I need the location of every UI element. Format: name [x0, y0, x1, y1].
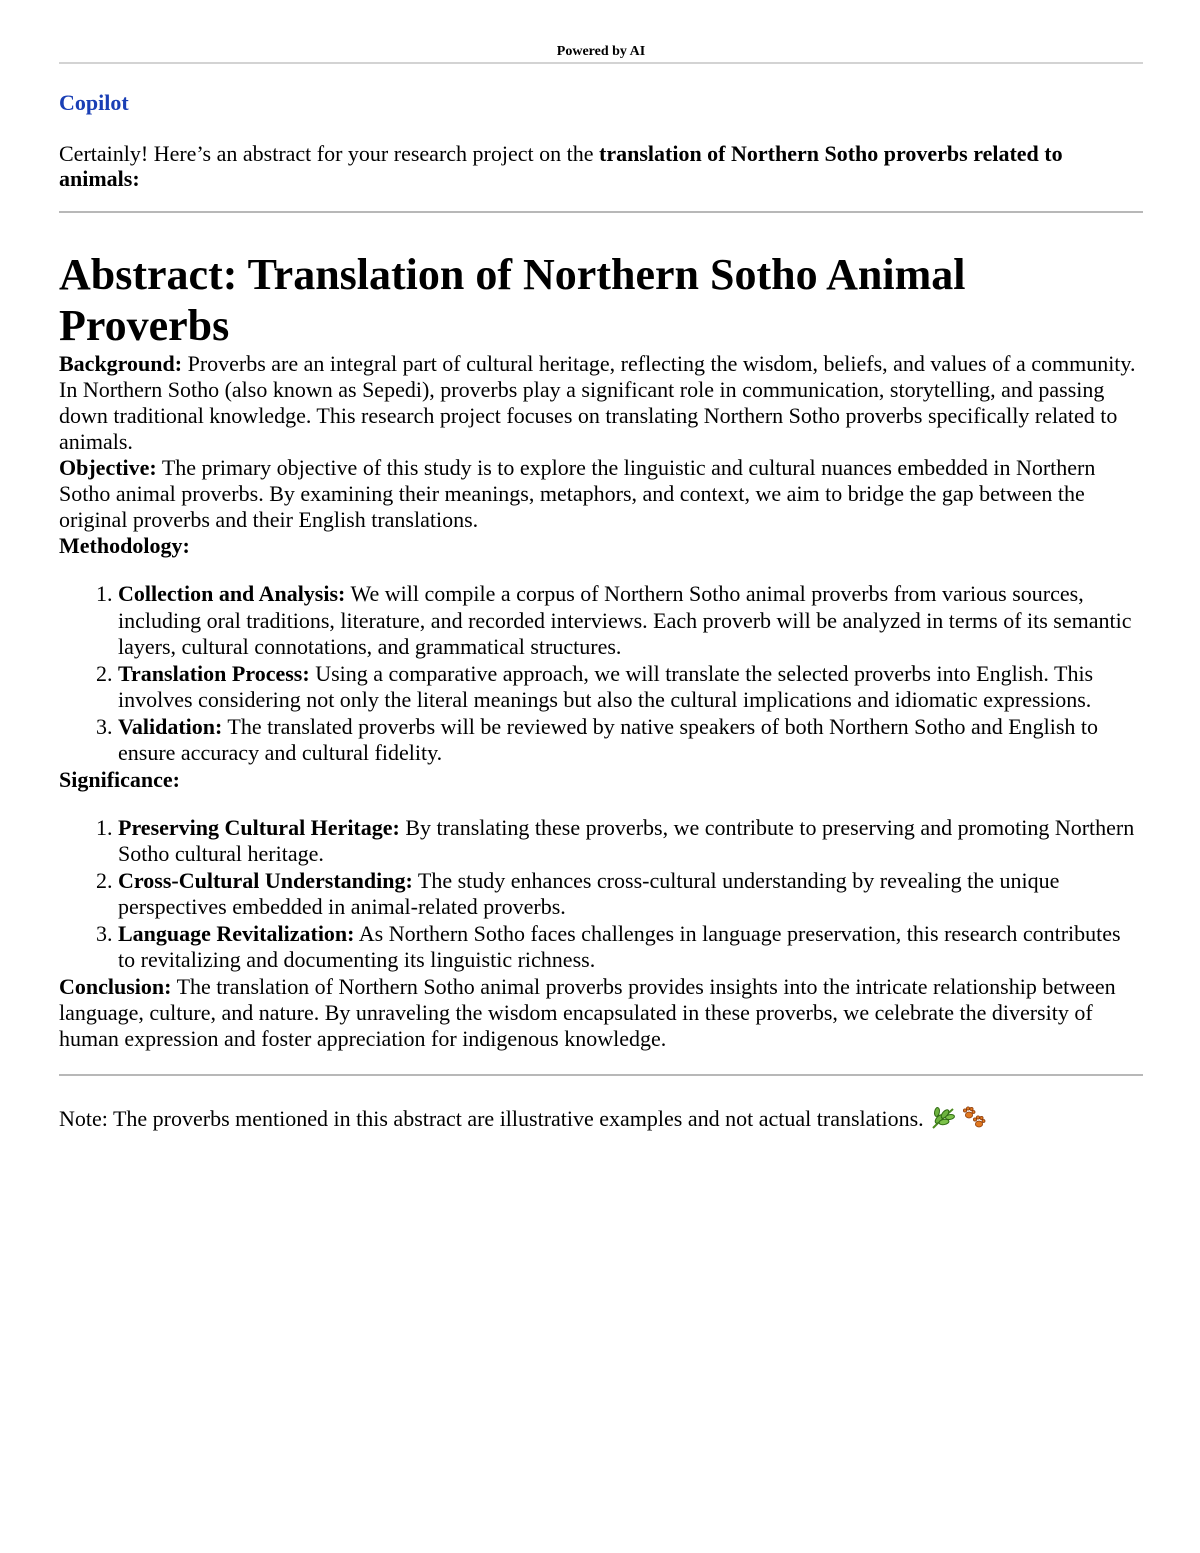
list-item [118, 921, 1143, 974]
background-paragraph [59, 351, 1143, 455]
intro-suffix: : [132, 166, 140, 191]
conclusion-text: The translation of Northern Sotho animal proverbs provides insights into the intricate relationship between language, culture, and nature. By unraveling the wisdom encapsulated in these proverbs, we celebrate the diversity of human expression and foster appreciation for indigenous knowledge. [59, 973, 1116, 1051]
methodology-heading: Methodology: [59, 533, 190, 558]
list-item [118, 815, 1143, 868]
intro-topic: translation of Northern Sotho proverbs related to animals [59, 141, 1063, 191]
powered-by-header: Powered by AI [556, 44, 646, 59]
intro-paragraph [59, 141, 1143, 191]
note-text: Note: The proverbs mentioned in this abstract are illustrative examples and not actual translations. [59, 1105, 924, 1131]
methodology-list [59, 581, 1143, 767]
significance-heading: Significance: [59, 766, 180, 792]
header-divider [59, 62, 1143, 64]
list-item-text: By translating these proverbs, we contribute to preserving and promoting Northern Sotho cultural heritage. [118, 814, 1135, 866]
intro-prefix: Certainly! Here’s an abstract for your research project on the [59, 141, 599, 166]
conclusion-paragraph [59, 974, 1143, 1052]
background-label: Background: [59, 351, 183, 376]
list-item [118, 661, 1143, 714]
objective-text: The primary objective of this study is to explore the linguistic and cultural nuances embedded in Northern Sotho animal proverbs. By examining their meanings, metaphors, and context, we aim to bridge the gap between the original proverbs and their English translations. [59, 455, 1096, 532]
objective-paragraph [59, 455, 1143, 533]
list-item-label: Validation: [118, 713, 223, 739]
list-item-label: Language Revitalization: [118, 920, 355, 946]
list-item-label: Translation Process: [118, 660, 310, 686]
list-item-text: The translated proverbs will be reviewed by native speakers of both Northern Sotho and English to ensure accuracy and cultural fidelity. [118, 713, 1099, 765]
section-divider [59, 1074, 1143, 1076]
background-text: Proverbs are an integral part of cultural heritage, reflecting the wisdom, beliefs, and values of a community. In Northern Sotho (also known as Sepedi), proverbs play a significant role in communication, storytelling, and passing down traditional knowledge. This research project focuses on translating Northern Sotho proverbs specifically related to animals. [59, 351, 1136, 454]
document-page [59, 0, 1143, 1132]
list-item-label: Cross-Cultural Understanding: [118, 867, 413, 893]
herb-icon [930, 1106, 956, 1130]
list-item-label: Preserving Cultural Heritage: [118, 814, 400, 840]
list-item [118, 581, 1143, 661]
list-item [118, 714, 1143, 767]
list-item-text: We will compile a corpus of Northern Sotho animal proverbs from various sources, including oral traditions, literature, and recorded interviews. Each proverb will be analyzed in terms of its semantic layers, cultural connotations, and grammatical structures. [118, 581, 1132, 659]
objective-label: Objective: [59, 455, 157, 480]
section-divider [59, 211, 1143, 213]
list-item-text: The study enhances cross-cultural understanding by revealing the unique perspectives embedded in animal-related proverbs. [118, 867, 1060, 919]
page-title: Abstract: Translation of Northern Sotho Animal Proverbs [59, 250, 966, 350]
note-paragraph [59, 1106, 1143, 1132]
list-item-text: Using a comparative approach, we will translate the selected proverbs into English. This involves considering not only the literal meanings but also the cultural implications and idiomatic expressions. [118, 660, 1094, 712]
list-item-text: As Northern Sotho faces challenges in language preservation, this research contributes to revitalizing and documenting its linguistic richness. [118, 920, 1121, 972]
list-item-label: Collection and Analysis: [118, 581, 346, 606]
significance-list [59, 815, 1143, 974]
list-item [118, 868, 1143, 921]
paw-prints-icon [962, 1106, 988, 1130]
assistant-name: Copilot [59, 90, 129, 115]
conclusion-label: Conclusion: [59, 973, 172, 999]
